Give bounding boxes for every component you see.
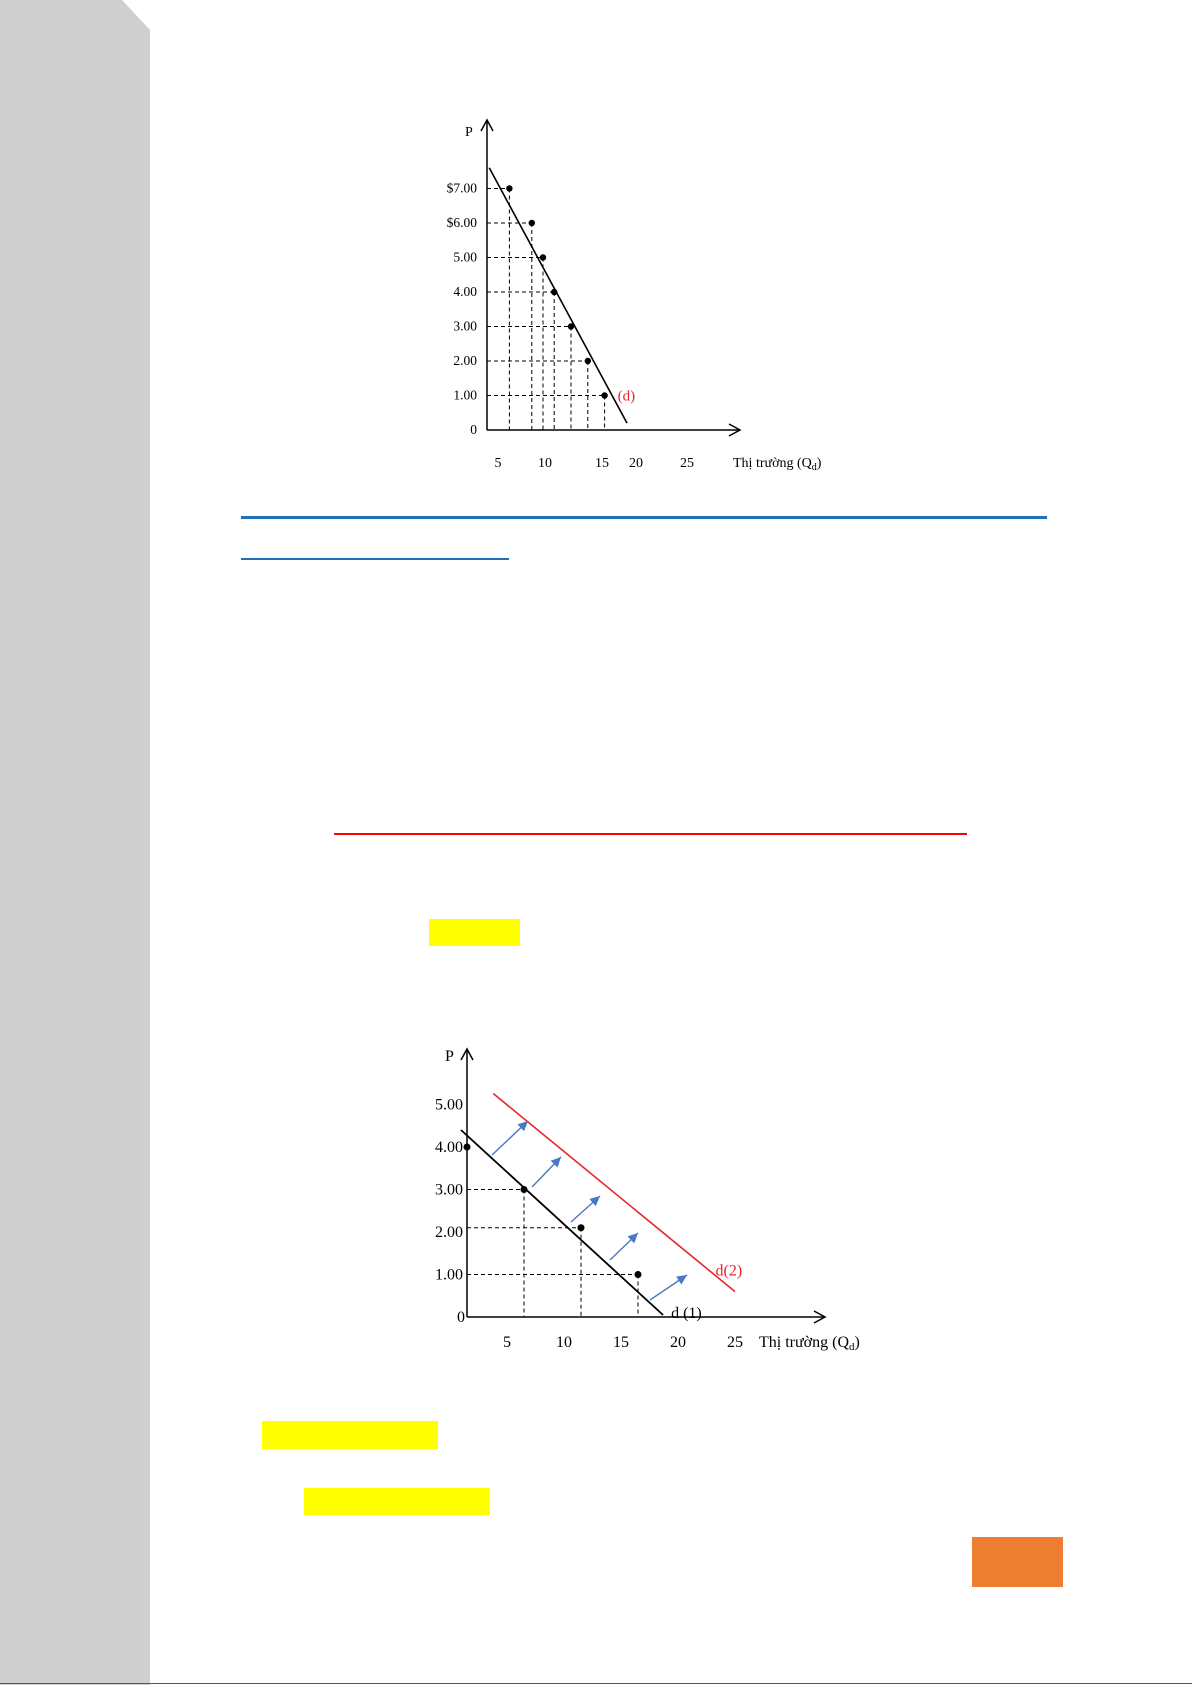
demand-curve-chart [420,110,840,475]
series-label: (d) [617,388,636,405]
data-point [540,254,546,260]
section-rule-blue [241,516,1047,519]
y-tick-label: 3.00 [453,318,477,334]
data-point [601,392,607,398]
x-tick-label: 25 [680,456,694,470]
section-rule-red [334,833,967,835]
data-point [568,323,574,329]
y-tick-label: 0 [457,1309,465,1326]
highlight-mark [304,1488,490,1515]
y-tick-label: $6.00 [446,215,477,230]
y-tick-label: $7.00 [446,180,477,196]
data-point [578,1224,585,1231]
y-axis-label: P [465,125,473,140]
data-point [464,1144,471,1151]
x-tick-label: 15 [613,1334,629,1351]
data-point [585,358,591,364]
page-sidebar-band [0,0,150,1685]
y-tick-label: 4.00 [435,1139,463,1156]
y-tick-label: 5.00 [453,249,477,265]
y-tick-label: 5.00 [435,1096,463,1114]
page-number-badge [972,1537,1063,1587]
shift-arrow-head [676,1275,687,1285]
data-point [521,1186,528,1193]
y-tick-label: 4.00 [453,284,477,299]
highlight-mark [262,1421,438,1449]
x-axis-label: Thị trường (Qd) [759,1334,860,1353]
demand-line-1 [461,1130,663,1315]
footer-rule [0,1683,1192,1684]
y-tick-label: 2.00 [435,1224,463,1241]
x-tick-label: 10 [556,1334,572,1351]
x-tick-label: 5 [494,456,502,470]
x-axis-label: Thị trường $(Q_d)$ [733,456,822,470]
series-label: d(2) [715,1262,743,1280]
y-tick-label: 0 [470,422,477,437]
demand-shift-chart [405,1035,905,1365]
highlight-mark [429,919,520,946]
x-tick-label: 20 [629,456,643,470]
x-tick-label: 10 [538,456,552,470]
y-axis-label: P [445,1048,454,1065]
y-tick-label: 3.00 [435,1181,463,1199]
data-point [506,185,512,191]
data-point [635,1271,642,1278]
y-tick-label: 1.00 [435,1266,463,1284]
y-tick-label: 1.00 [453,387,477,403]
data-point [529,220,535,226]
x-tick-label: 25 [727,1334,743,1351]
heading-underline-blue [241,558,509,560]
y-tick-label: 2.00 [453,353,477,368]
series-label: d (1) [671,1305,702,1322]
data-point [551,289,557,295]
x-tick-label: 20 [670,1334,686,1351]
x-tick-label: 15 [595,456,609,470]
demand-line [489,168,627,423]
x-tick-label: 5 [503,1334,511,1351]
